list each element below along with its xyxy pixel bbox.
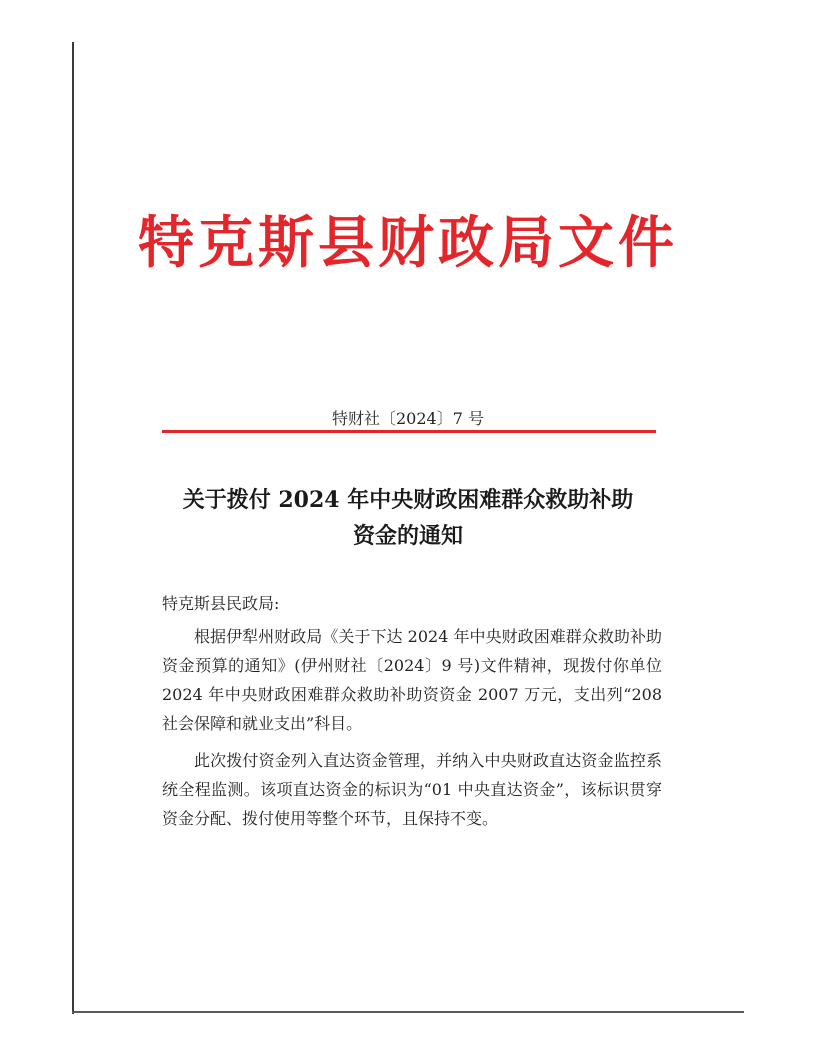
notice-title-line-1: 关于拨付 2024 年中央财政困难群众救助补助 — [182, 487, 634, 513]
body-paragraph-2: 此次拨付资金列入直达资金管理，并纳入中央财政直达资金监控系统全程监测。该项直达资金的标识为“01 中央直达资金”，该标识贯穿资金分配、拨付使用等整个环节，且保持不变。 — [162, 751, 662, 828]
document-number: 特财社〔2024〕7 号 — [332, 409, 484, 428]
red-divider-rule — [162, 430, 656, 433]
notice-title-line-2: 资金的通知 — [352, 523, 463, 549]
scan-edge-left — [72, 42, 74, 1014]
body-paragraph-1: 根据伊犁州财政局《关于下达 2024 年中央财政困难群众救助补助资金预算的通知》(伊州财社〔2024〕9 号)文件精神，现拨付你单位 2024 年中央财政困难群众救助补助资资金 2007 万元，支出列“208 社会保障和就业支出”科目。 — [162, 627, 662, 733]
notice-body — [162, 622, 662, 841]
document-header-title: 特克斯县财政局文件 — [138, 210, 678, 276]
notice-title — [150, 482, 666, 554]
addressee: 特克斯县民政局: — [162, 594, 280, 613]
scan-edge-bottom — [72, 1011, 744, 1013]
